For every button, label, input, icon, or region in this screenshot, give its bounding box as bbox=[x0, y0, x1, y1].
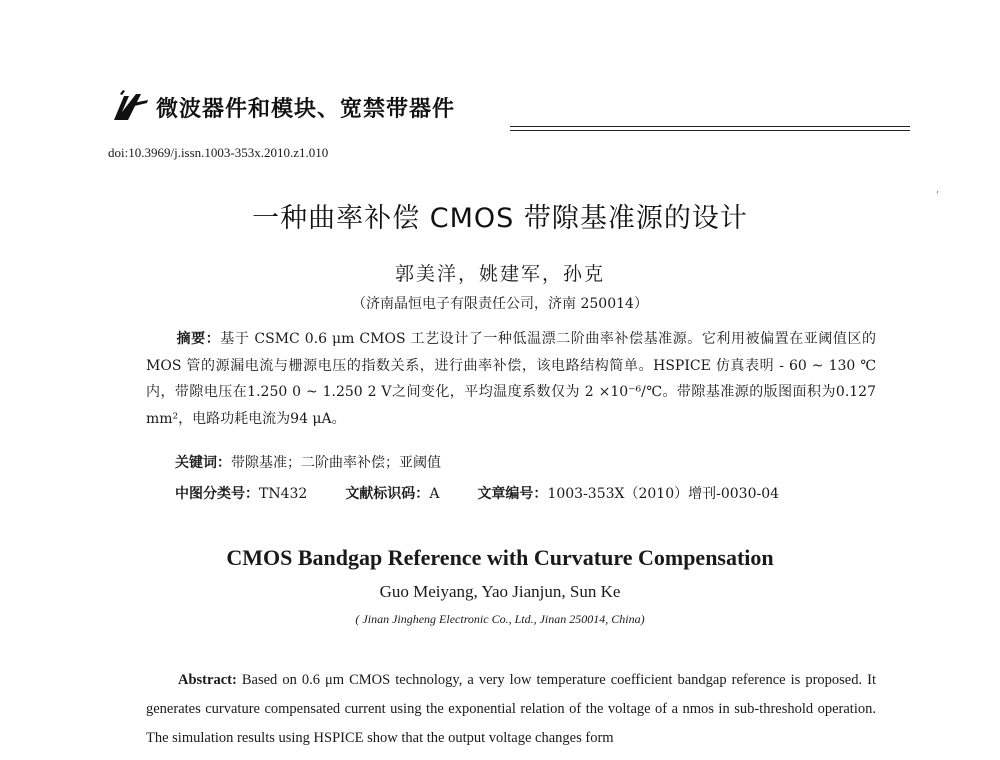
header-rule bbox=[510, 126, 910, 127]
journal-logo-icon bbox=[110, 90, 150, 124]
doi-line: doi:10.3969/j.issn.1003-353x.2010.z1.010 bbox=[108, 145, 329, 160]
header-rule-thin bbox=[510, 130, 910, 131]
clc-value: TN432 bbox=[259, 486, 308, 502]
english-title: CMOS Bandgap Reference with Curvature Compensation bbox=[226, 545, 774, 570]
clc-label: 中图分类号： bbox=[175, 486, 259, 502]
english-abstract-text: Based on 0.6 μm CMOS technology, a very low temperature coefficient bandgap reference is proposed. It generates curvature compensated current using the exponential relation of the voltage of a nmos in sub-threshold operation. The simulation results using HSPICE show that the output voltage changes form bbox=[146, 672, 876, 746]
abstract-text: 基于 CSMC 0.6 μm CMOS 工艺设计了一种低温漂二阶曲率补偿基准源。它利用被偏置在亚阈值区的 MOS 管的源漏电流与栅源电压的指数关系，进行曲率补偿，该电路结构简单。HSPICE 仿真表明 - 60 ~ 130 ℃内，带隙电压在1.250 0 ~ 1.250 2 V之间变化，平均温度系数仅为 2 ×10⁻⁶/℃。带隙基准源的版图面积为0.127 mm²，电路功耗电流为94 μA。 bbox=[146, 331, 877, 427]
english-abstract-label: Abstract: bbox=[178, 672, 237, 688]
doc-code-label: 文献标识码： bbox=[345, 486, 430, 502]
chinese-affiliation: （济南晶恒电子有限责任公司，济南 250014） bbox=[352, 296, 648, 312]
article-no-label: 文章编号： bbox=[477, 486, 548, 502]
chinese-authors: 郭美洋，姚建军，孙克 bbox=[394, 263, 605, 285]
english-affiliation: ( Jinan Jingheng Electronic Co., Ltd., Jinan 250014, China) bbox=[355, 612, 645, 626]
stray-mark: , bbox=[936, 184, 940, 195]
english-authors: Guo Meiyang, Yao Jianjun, Sun Ke bbox=[379, 582, 621, 601]
article-no-value: 1003-353X（2010）增刊-0030-04 bbox=[547, 486, 780, 502]
chinese-abstract bbox=[146, 326, 876, 432]
classification-line bbox=[175, 483, 779, 503]
chinese-title: 一种曲率补偿 CMOS 带隙基准源的设计 bbox=[252, 203, 748, 234]
section-title: 微波器件和模块、宽禁带器件 bbox=[156, 97, 456, 122]
keywords-label: 关键词： bbox=[175, 455, 231, 471]
journal-section-header bbox=[110, 88, 910, 132]
doc-code-value: A bbox=[429, 486, 440, 502]
keywords-line bbox=[175, 452, 441, 472]
abstract-label: 摘要： bbox=[176, 331, 221, 347]
english-abstract bbox=[146, 666, 876, 753]
keywords-value: 带隙基准；二阶曲率补偿；亚阈值 bbox=[231, 455, 441, 471]
